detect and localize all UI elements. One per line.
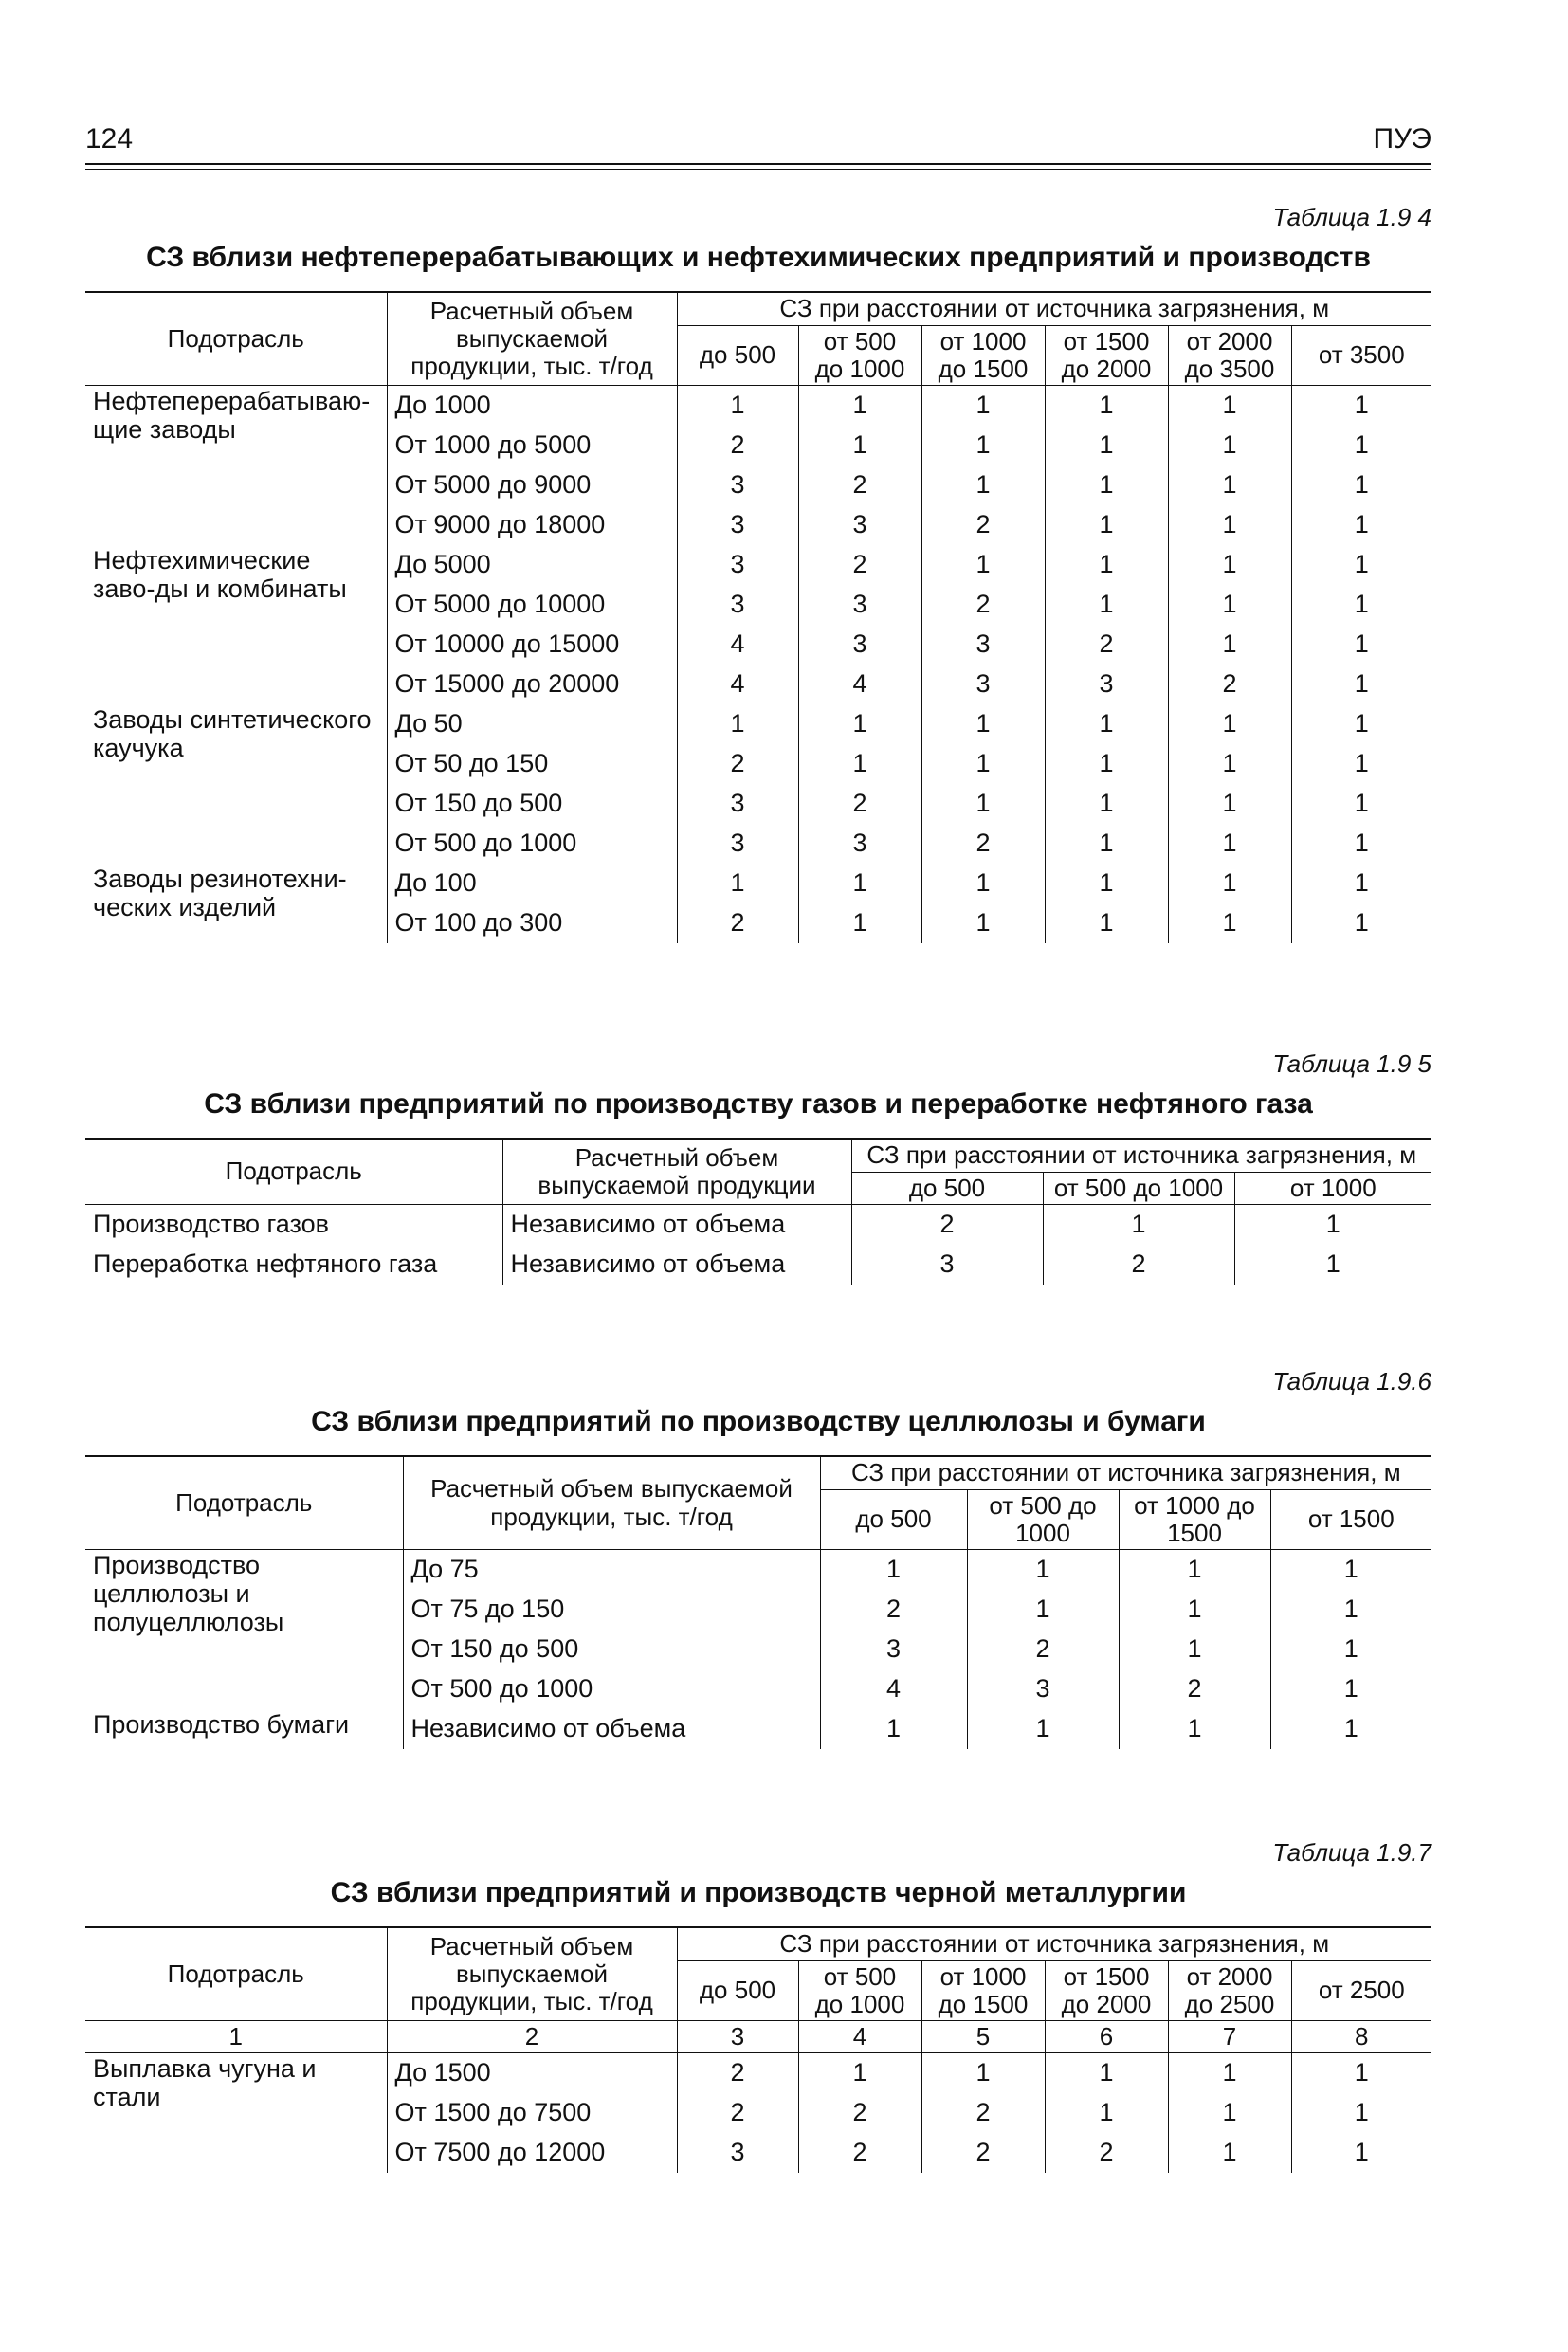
volume-cell: От 1000 до 5000 [387, 426, 677, 465]
value-cell: 1 [1291, 585, 1431, 625]
value-cell: 1 [1045, 903, 1168, 943]
volume-cell: От 5000 до 10000 [387, 585, 677, 625]
value-cell: 1 [1045, 2052, 1168, 2093]
value-cell: 1 [1168, 426, 1291, 465]
value-cell: 2 [921, 2133, 1045, 2173]
header-subsector: Подотрасль [85, 1139, 502, 1204]
value-cell: 2 [851, 1204, 1043, 1245]
header-col: от 2000 до 2500 [1168, 1960, 1291, 2020]
volume-cell: От 15000 до 20000 [387, 665, 677, 704]
value-cell: 1 [1291, 2133, 1431, 2173]
value-cell: 1 [1168, 824, 1291, 864]
volume-cell: От 7500 до 12000 [387, 2133, 677, 2173]
header-rule [85, 163, 1431, 165]
value-cell: 1 [1168, 2093, 1291, 2133]
value-cell: 1 [921, 426, 1045, 465]
value-cell: 1 [1270, 1669, 1431, 1709]
volume-cell: До 5000 [387, 545, 677, 585]
header-rule-thin [85, 169, 1431, 170]
value-cell: 2 [1043, 1245, 1234, 1285]
header-distance-group: СЗ при расстоянии от источника загрязнения, м [851, 1139, 1431, 1172]
value-cell: 1 [1045, 545, 1168, 585]
value-cell: 1 [1045, 2093, 1168, 2133]
value-cell: 1 [798, 385, 921, 426]
value-cell: 1 [921, 744, 1045, 784]
value-cell: 3 [798, 505, 921, 545]
header-col: от 1000 до 1500 [921, 1960, 1045, 2020]
value-cell: 1 [798, 704, 921, 744]
header-subsector: Подотрасль [85, 1456, 403, 1549]
table-title: СЗ вблизи нефтеперерабатывающих и нефтехимических предприятий и производств [146, 241, 1371, 273]
value-cell: 1 [677, 385, 798, 426]
header-distance-group: СЗ при расстоянии от источника загрязнения, м [677, 292, 1431, 325]
value-cell: 1 [1045, 744, 1168, 784]
value-cell: 1 [820, 1709, 967, 1749]
value-cell: 1 [1270, 1709, 1431, 1749]
value-cell: 1 [1045, 465, 1168, 505]
volume-cell: От 10000 до 15000 [387, 625, 677, 665]
value-cell: 1 [1291, 505, 1431, 545]
column-number: 8 [1291, 2020, 1431, 2052]
value-cell: 1 [820, 1549, 967, 1590]
value-cell: 2 [798, 545, 921, 585]
value-cell: 3 [677, 2133, 798, 2173]
value-cell: 4 [677, 665, 798, 704]
table-body [85, 1204, 1431, 1285]
volume-cell: До 1500 [387, 2052, 677, 2093]
value-cell: 1 [967, 1709, 1119, 1749]
value-cell: 1 [1291, 704, 1431, 744]
value-cell: 2 [967, 1630, 1119, 1669]
volume-cell: До 1000 [387, 385, 677, 426]
value-cell: 1 [1045, 864, 1168, 903]
value-cell: 1 [1168, 585, 1291, 625]
table-title: СЗ вблизи предприятий по производству целлюлозы и бумаги [311, 1405, 1206, 1437]
value-cell: 1 [921, 2052, 1045, 2093]
table-block-1-9-5 [85, 1050, 1431, 1285]
table-caption: Таблица 1.9 4 [1272, 203, 1431, 231]
value-cell: 2 [1045, 2133, 1168, 2173]
subsector-cell: Производство целлюлозы и полуцеллюлозы [93, 1550, 284, 1637]
value-cell: 1 [1045, 784, 1168, 824]
table-body [85, 1549, 1431, 1749]
volume-cell: До 75 [403, 1549, 820, 1590]
value-cell: 1 [1045, 505, 1168, 545]
value-cell: 1 [1291, 665, 1431, 704]
table-row [85, 1245, 1431, 1285]
header-col: от 1000 до 1500 [1119, 1489, 1270, 1549]
value-cell: 1 [1043, 1204, 1234, 1245]
value-cell: 1 [1119, 1590, 1270, 1630]
table-row [85, 1204, 1431, 1245]
value-cell: 1 [1168, 2052, 1291, 2093]
value-cell: 2 [798, 784, 921, 824]
value-cell: 1 [1168, 903, 1291, 943]
value-cell: 2 [677, 744, 798, 784]
value-cell: 1 [1291, 465, 1431, 505]
column-number: 2 [387, 2020, 677, 2052]
value-cell: 1 [1291, 824, 1431, 864]
value-cell: 2 [921, 2093, 1045, 2133]
value-cell: 1 [1291, 385, 1431, 426]
value-cell: 2 [798, 2093, 921, 2133]
header-col: от 2500 [1291, 1960, 1431, 2020]
volume-cell: Независимо от объема [502, 1245, 851, 1285]
table-caption: Таблица 1.9.6 [1272, 1367, 1431, 1395]
value-cell: 1 [1291, 903, 1431, 943]
value-cell: 2 [677, 2052, 798, 2093]
value-cell: 2 [677, 903, 798, 943]
header-distance-group: СЗ при расстоянии от источника загрязнения, м [820, 1456, 1431, 1489]
table-body [85, 385, 1431, 943]
value-cell: 1 [1291, 864, 1431, 903]
value-cell: 1 [1270, 1590, 1431, 1630]
value-cell: 2 [820, 1590, 967, 1630]
volume-cell: До 100 [387, 864, 677, 903]
value-cell: 1 [921, 903, 1045, 943]
table-body [85, 2052, 1431, 2173]
header-col: от 1500 до 2000 [1045, 1960, 1168, 2020]
header-subsector: Подотрасль [85, 292, 387, 385]
value-cell: 1 [1168, 625, 1291, 665]
running-title: ПУЭ [1373, 123, 1431, 155]
value-cell: 1 [1291, 545, 1431, 585]
value-cell: 3 [677, 784, 798, 824]
table-1-9-4 [85, 291, 1431, 942]
page-number: 124 [85, 123, 134, 155]
value-cell: 2 [1168, 665, 1291, 704]
volume-cell: От 50 до 150 [387, 744, 677, 784]
value-cell: 1 [798, 903, 921, 943]
value-cell: 1 [1291, 2093, 1431, 2133]
table-title: СЗ вблизи предприятий и производств черной металлургии [330, 1876, 1187, 1908]
value-cell: 1 [1234, 1204, 1431, 1245]
subsector-cell: Производство бумаги [93, 1709, 350, 1739]
table-caption: Таблица 1.9.7 [1272, 1838, 1431, 1867]
value-cell: 3 [921, 665, 1045, 704]
table-caption: Таблица 1.9 5 [1272, 1049, 1431, 1078]
value-cell: 1 [1168, 864, 1291, 903]
value-cell: 2 [677, 426, 798, 465]
table-title: СЗ вблизи предприятий по производству газов и переработке нефтяного газа [204, 1087, 1313, 1120]
header-distance-group: СЗ при расстоянии от источника загрязнения, м [677, 1927, 1431, 1960]
value-cell: 3 [677, 545, 798, 585]
value-cell: 1 [1045, 426, 1168, 465]
value-cell: 3 [1045, 665, 1168, 704]
value-cell: 1 [1291, 784, 1431, 824]
table-row [85, 385, 1431, 426]
value-cell: 2 [677, 2093, 798, 2133]
value-cell: 3 [798, 585, 921, 625]
value-cell: 1 [967, 1549, 1119, 1590]
volume-cell: От 5000 до 9000 [387, 465, 677, 505]
value-cell: 1 [1168, 385, 1291, 426]
header-col: от 500 до 1000 [1043, 1172, 1234, 1204]
running-header [85, 123, 1431, 156]
header-volume: Расчетный объем выпускаемой продукции [502, 1139, 851, 1204]
column-number: 5 [921, 2020, 1045, 2052]
value-cell: 1 [1119, 1709, 1270, 1749]
header-col: до 500 [851, 1172, 1043, 1204]
value-cell: 1 [921, 465, 1045, 505]
value-cell: 2 [921, 585, 1045, 625]
value-cell: 3 [677, 505, 798, 545]
value-cell: 1 [921, 704, 1045, 744]
value-cell: 1 [677, 864, 798, 903]
value-cell: 1 [798, 2052, 921, 2093]
value-cell: 1 [1045, 824, 1168, 864]
value-cell: 1 [967, 1590, 1119, 1630]
value-cell: 3 [967, 1669, 1119, 1709]
value-cell: 1 [1291, 744, 1431, 784]
column-number-row [85, 2020, 1431, 2052]
value-cell: 1 [1234, 1245, 1431, 1285]
value-cell: 1 [921, 385, 1045, 426]
table-row [85, 1549, 1431, 1590]
value-cell: 1 [1168, 505, 1291, 545]
volume-cell: От 75 до 150 [403, 1590, 820, 1630]
table-row [85, 2052, 1431, 2093]
header-col: от 2000 до 3500 [1168, 325, 1291, 385]
volume-cell: От 100 до 300 [387, 903, 677, 943]
table-block-1-9-4 [85, 204, 1431, 943]
value-cell: 3 [677, 585, 798, 625]
value-cell: 1 [1119, 1549, 1270, 1590]
value-cell: 1 [1168, 784, 1291, 824]
column-number: 7 [1168, 2020, 1291, 2052]
header-col: до 500 [677, 325, 798, 385]
value-cell: 2 [921, 505, 1045, 545]
value-cell: 1 [1270, 1630, 1431, 1669]
volume-cell: До 50 [387, 704, 677, 744]
header-volume: Расчетный объем выпускаемой продукции, тыс. т/год [387, 292, 677, 385]
volume-cell: От 500 до 1000 [387, 824, 677, 864]
subsector-cell: Заводы резинотехни-ческих изделий [93, 864, 347, 921]
header-col: от 500 до 1000 [967, 1489, 1119, 1549]
column-number: 1 [85, 2020, 387, 2052]
value-cell: 2 [798, 2133, 921, 2173]
value-cell: 4 [820, 1669, 967, 1709]
table-block-1-9-7 [85, 1839, 1431, 2173]
header-col: от 1500 [1270, 1489, 1431, 1549]
value-cell: 1 [1168, 545, 1291, 585]
subsector-cell: Заводы синтетического каучука [93, 704, 372, 762]
column-number: 3 [677, 2020, 798, 2052]
table-row [85, 704, 1431, 744]
table-1-9-5 [85, 1138, 1431, 1284]
value-cell: 1 [1291, 426, 1431, 465]
value-cell: 3 [851, 1245, 1043, 1285]
table-1-9-6 [85, 1455, 1431, 1748]
value-cell: 1 [677, 704, 798, 744]
volume-cell: От 9000 до 18000 [387, 505, 677, 545]
header-col: до 500 [820, 1489, 967, 1549]
value-cell: 4 [798, 665, 921, 704]
value-cell: 1 [1168, 744, 1291, 784]
column-number: 6 [1045, 2020, 1168, 2052]
header-subsector: Подотрасль [85, 1927, 387, 2020]
value-cell: 1 [1045, 385, 1168, 426]
volume-cell: От 150 до 500 [387, 784, 677, 824]
header-col: от 500 до 1000 [798, 1960, 921, 2020]
header-col: до 500 [677, 1960, 798, 2020]
value-cell: 1 [1168, 465, 1291, 505]
header-col: от 3500 [1291, 325, 1431, 385]
value-cell: 2 [1045, 625, 1168, 665]
volume-cell: От 150 до 500 [403, 1630, 820, 1669]
table-row [85, 545, 1431, 585]
value-cell: 3 [798, 824, 921, 864]
table-block-1-9-6 [85, 1368, 1431, 1749]
value-cell: 3 [820, 1630, 967, 1669]
header-volume: Расчетный объем выпускаемой продукции, тыс. т/год [403, 1456, 820, 1549]
value-cell: 1 [921, 864, 1045, 903]
value-cell: 1 [798, 744, 921, 784]
value-cell: 3 [677, 824, 798, 864]
value-cell: 1 [1291, 625, 1431, 665]
header-col: от 1000 до 1500 [921, 325, 1045, 385]
header-col: от 500 до 1000 [798, 325, 921, 385]
value-cell: 1 [798, 426, 921, 465]
subsector-cell: Переработка нефтяного газа [93, 1249, 438, 1279]
subsector-cell: Нефтеперерабатываю-щие заводы [93, 386, 371, 444]
table-1-9-7 [85, 1926, 1431, 2172]
column-number: 4 [798, 2020, 921, 2052]
value-cell: 1 [921, 545, 1045, 585]
value-cell: 1 [921, 784, 1045, 824]
value-cell: 1 [1291, 2052, 1431, 2093]
header-col: от 1500 до 2000 [1045, 325, 1168, 385]
volume-cell: Независимо от объема [403, 1709, 820, 1749]
value-cell: 2 [1119, 1669, 1270, 1709]
value-cell: 3 [677, 465, 798, 505]
volume-cell: От 500 до 1000 [403, 1669, 820, 1709]
header-volume: Расчетный объем выпускаемой продукции, тыс. т/год [387, 1927, 677, 2020]
subsector-cell: Выплавка чугуна и стали [93, 2053, 317, 2112]
value-cell: 1 [1168, 2133, 1291, 2173]
subsector-cell: Нефтехимические заво-ды и комбинаты [93, 545, 347, 603]
value-cell: 1 [1270, 1549, 1431, 1590]
value-cell: 1 [1119, 1630, 1270, 1669]
value-cell: 1 [1045, 585, 1168, 625]
value-cell: 2 [921, 824, 1045, 864]
volume-cell: От 1500 до 7500 [387, 2093, 677, 2133]
value-cell: 4 [677, 625, 798, 665]
value-cell: 2 [798, 465, 921, 505]
subsector-cell: Производство газов [93, 1210, 329, 1239]
value-cell: 1 [798, 864, 921, 903]
value-cell: 3 [798, 625, 921, 665]
table-row [85, 864, 1431, 903]
value-cell: 1 [1045, 704, 1168, 744]
volume-cell: Независимо от объема [502, 1204, 851, 1245]
table-row [85, 1709, 1431, 1749]
header-col: от 1000 [1234, 1172, 1431, 1204]
value-cell: 1 [1168, 704, 1291, 744]
value-cell: 3 [921, 625, 1045, 665]
